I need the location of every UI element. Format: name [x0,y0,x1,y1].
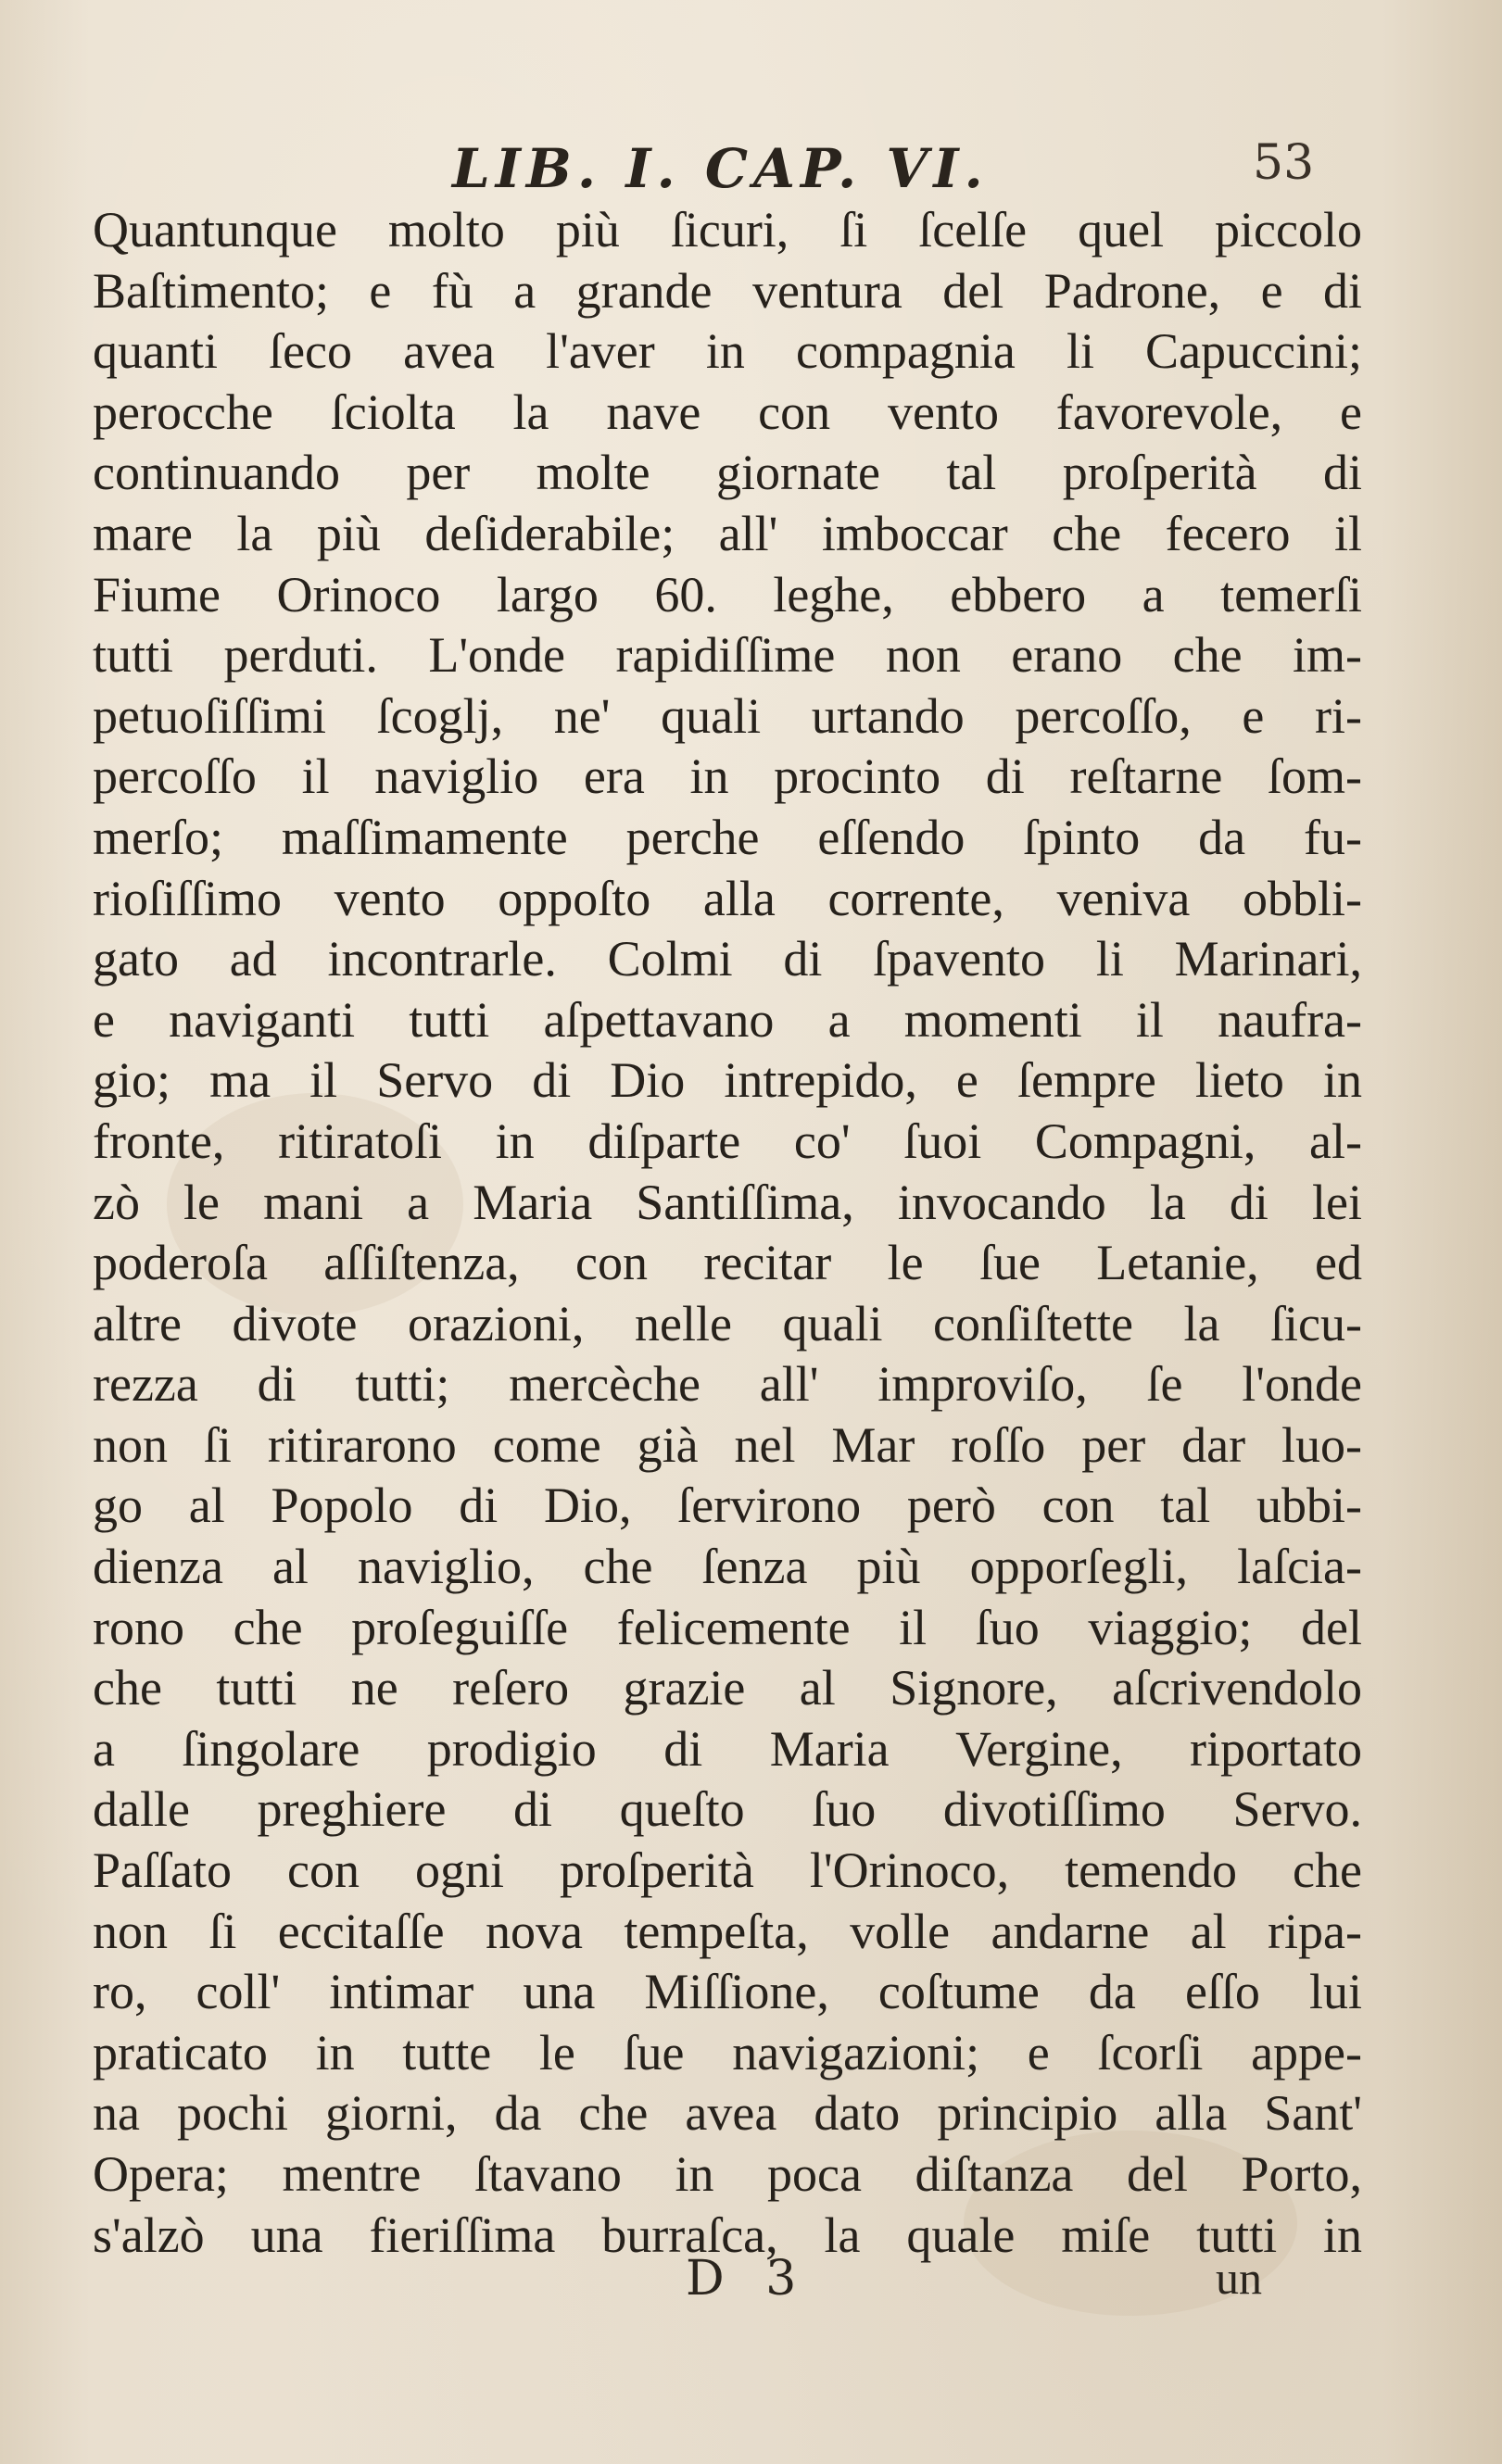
text-line: Paſſato con ogni proſperità l'Orinoco, temendo che [93,1842,1362,1899]
text-line: gato ad incontrarle. Colmi di ſpavento li Marinari, [93,931,1362,987]
text-line: praticato in tutte le ſue navigazioni; e ſcorſi appe- [93,2024,1362,2081]
signature-mark: D 3 [686,2251,810,2307]
text-line: dienza al naviglio, che ſenza più opporſegli, laſcia- [93,1539,1362,1595]
text-line: poderoſa aſſiſtenza, con recitar le ſue Letanie, ed [93,1235,1362,1291]
text-line: petuoſiſſimi ſcoglj, ne' quali urtando percoſſo, e ri- [93,687,1362,744]
text-line: zò le mani a Maria Santiſſima, invocando la di lei [93,1174,1362,1230]
text-line: na pochi giorni, da che avea dato principio alla Sant' [93,2085,1362,2142]
text-line: go al Popolo di Dio, ſervirono però con tal ubbi- [93,1477,1362,1534]
text-line: Baſtimento; e fù a grande ventura del Padrone, e di [93,262,1362,319]
text-line: quanti ſeco avea l'aver in compagnia li Capuccini; [93,323,1362,380]
text-line: percoſſo il naviglio era in procinto di reſtarne ſom- [93,748,1362,805]
text-line: rioſiſſimo vento oppoſto alla corrente, veniva obbli- [93,870,1362,926]
text-line: Quantunque molto più ſicuri, ſi ſcelſe quel piccolo [93,202,1362,258]
text-line: gio; ma il Servo di Dio intrepido, e ſempre lieto in [93,1052,1362,1109]
text-line: dalle preghiere di queſto ſuo divotiſſimo Servo. [93,1781,1362,1838]
page-header [0,137,1502,202]
text-line: non ſi ritirarono come già nel Mar roſſo per dar luo- [93,1416,1362,1473]
catchword: un [1216,2252,1262,2304]
text-line: a ſingolare prodigio di Maria Vergine, riportato [93,1720,1362,1777]
text-line: tutti perduti. L'onde rapidiſſime non erano che im- [93,627,1362,684]
text-line: Fiume Orinoco largo 60. leghe, ebbero a temerſi [93,566,1362,622]
text-line: mare la più deſiderabile; all' imboccar che fecero il [93,505,1362,561]
text-line: continuando per molte giornate tal proſperità di [93,445,1362,501]
text-line: s'alzò una fieriſſima burraſca, la quale miſe tutti in [93,2206,1362,2263]
running-head: LIB. I. CAP. VI. [452,137,989,200]
text-line: rezza di tutti; mercèche all' improviſo, ſe l'onde [93,1356,1362,1413]
page-footer [0,2251,1502,2316]
text-line: rono che proſeguiſſe felicemente il ſuo viaggio; del [93,1599,1362,1655]
text-line: e naviganti tutti aſpettavano a momenti il naufra- [93,991,1362,1048]
text-line: perocche ſciolta la nave con vento favorevole, e [93,383,1362,440]
text-line: non ſi eccitaſſe nova tempeſta, volle andarne al ripa- [93,1903,1362,1959]
page-number: 53 [1253,135,1315,191]
text-line: altre divote orazioni, nelle quali conſiſtette la ſicu- [93,1295,1362,1351]
body-text [93,200,1362,2266]
text-line: che tutti ne reſero grazie al Signore, aſcrivendolo [93,1660,1362,1716]
text-line: ro, coll' intimar una Miſſione, coſtume da eſſo lui [93,1964,1362,2020]
text-line: fronte, ritiratoſi in diſparte co' ſuoi Compagni, al- [93,1113,1362,1169]
text-line: Opera; mentre ſtavano in poca diſtanza del Porto, [93,2146,1362,2202]
text-line: merſo; maſſimamente perche eſſendo ſpinto da fu- [93,809,1362,865]
